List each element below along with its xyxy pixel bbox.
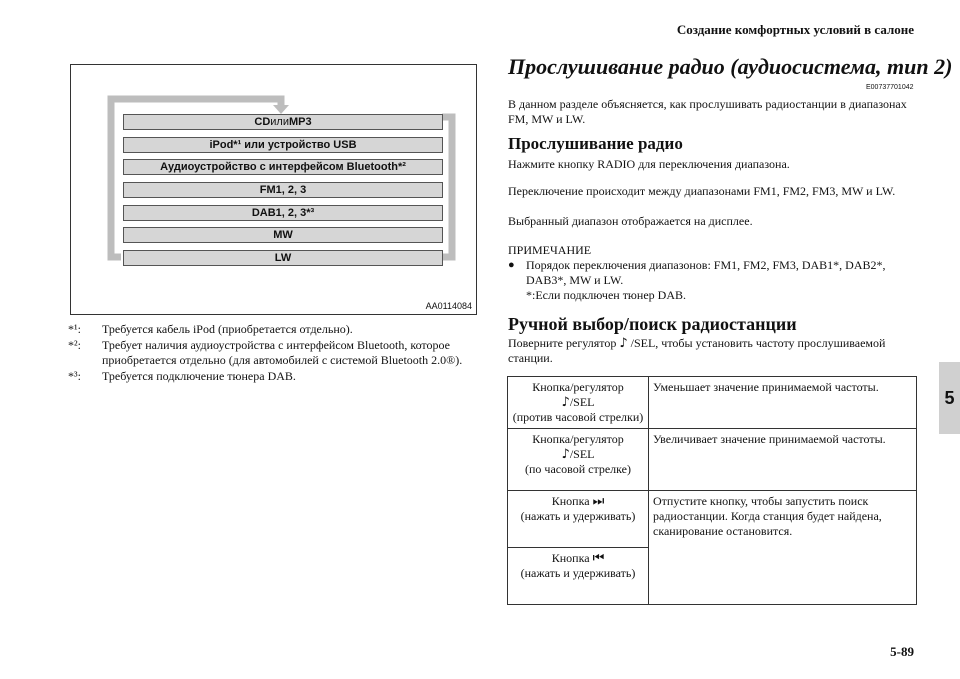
radio-paragraph-1: Нажмите кнопку RADIO для переключения диапазона. (508, 157, 790, 171)
page-number: 5-89 (890, 644, 914, 659)
table-row: Кнопка ⏮ (нажать и удерживать) (508, 548, 917, 605)
radio-paragraph-2: Переключение происходит между диапазонами FM1, FM2, FM3, MW и LW. (508, 184, 896, 198)
band-bar-fm: FM1, 2, 3 (123, 182, 443, 198)
band-cycle-diagram (70, 64, 477, 315)
intro-text: В данном разделе объясняется, как прослушивать радиостанции в диапазонах FM, MW и LW. (508, 97, 907, 126)
note-sub: *:Если подключен тюнер DAB. (526, 288, 686, 302)
bullet-dot-icon: ● (508, 259, 515, 271)
band-bar-bluetooth: Аудиоустройство с интерфейсом Bluetooth*² (123, 159, 443, 175)
note-label: ПРИМЕЧАНИЕ (508, 243, 592, 257)
manual-paragraph: Поверните регулятор ♪ /SEL, чтобы установить частоту прослушиваемой станции. (508, 336, 886, 365)
controls-table (507, 376, 917, 605)
band-bar-ipod: iPod*¹ или устройство USB (123, 137, 443, 153)
footnote: *¹: Требуется кабель iPod (приобретается отдельно). (68, 322, 353, 336)
section-code: E00737701042 (866, 84, 914, 91)
section-title: Прослушивание радио (аудиосистема, тип 2) (508, 54, 953, 79)
previous-track-icon: ⏮ (592, 551, 605, 566)
running-header: Создание комфортных условий в салоне (676, 22, 914, 37)
table-row: Кнопка/регулятор ♪/SEL (против часовой стрелки) Уменьшает значение принимаемой частоты. (508, 377, 917, 429)
table-row: Кнопка ⏭ (нажать и удерживать) Отпустите кнопку, чтобы запустить поиск радиостанции. Когда станция будет найдена, сканирование остановится. (508, 491, 917, 548)
table-row: Кнопка/регулятор ♪/SEL (по часовой стрелке) Увеличивает значение принимаемой частоты. (508, 429, 917, 491)
footnote: *³: Требуется подключение тюнера DAB. (68, 369, 296, 383)
heading-manual: Ручной выбор/поиск радиостанции (508, 314, 797, 334)
band-bar-cd: CD или MP3 (123, 114, 443, 130)
footnote: *²: Требует наличия аудиоустройства с интерфейсом Bluetooth, которое приобретается отдельно (для автомобилей с системой Bluetooth 2.0®). (68, 338, 463, 367)
chapter-tab: 5 (939, 362, 960, 434)
band-bar-mw: MW (123, 227, 443, 243)
next-track-icon: ⏭ (592, 494, 605, 509)
note-icon: ♪ (561, 447, 570, 462)
note-bullet: ● Порядок переключения диапазонов: FM1, FM2, FM3, DAB1*, DAB2*, DAB3*, MW и LW. (508, 258, 886, 287)
band-bar-lw: LW (123, 250, 443, 266)
heading-radio: Прослушивание радио (508, 134, 683, 153)
note-icon: ♪ (561, 395, 570, 410)
note-icon: ♪ (619, 336, 628, 351)
footnotes (68, 322, 488, 385)
figure-code: AA0114084 (425, 301, 472, 311)
radio-paragraph-3: Выбранный диапазон отображается на дисплее. (508, 214, 753, 228)
band-bar-dab: DAB1, 2, 3*³ (123, 205, 443, 221)
